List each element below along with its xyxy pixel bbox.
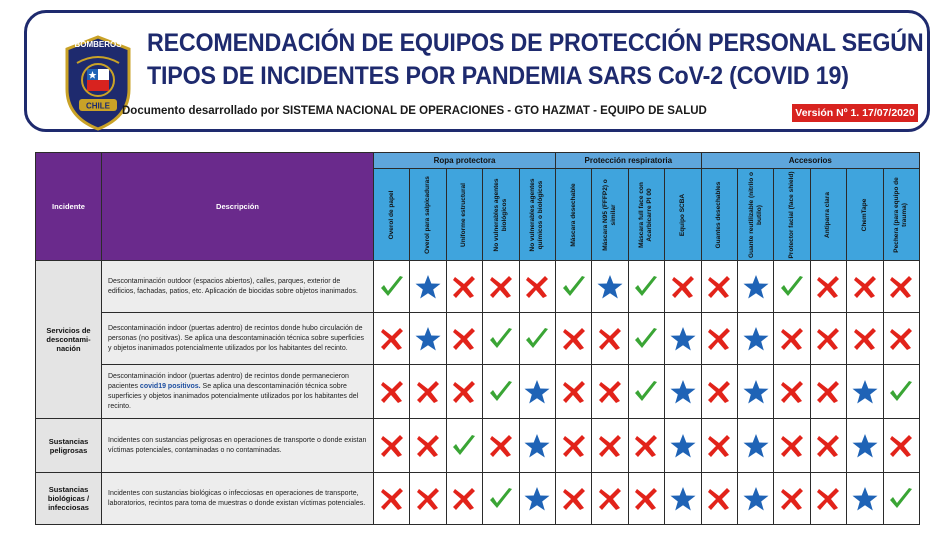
mark-cell: [556, 365, 592, 419]
cross-icon: [632, 485, 660, 513]
incident-label: Servicios de descontami-nación: [36, 261, 102, 419]
cross-icon: [414, 485, 442, 513]
cross-icon: [778, 485, 806, 513]
check-icon: [632, 273, 660, 301]
cross-icon: [705, 325, 733, 353]
column-header: [410, 169, 446, 261]
mark-cell: [556, 313, 592, 365]
group-proteccion-respiratoria: Protección respiratoria: [556, 153, 702, 169]
subtitle-prefix: Documento desarrollado por: [122, 105, 283, 117]
column-header-label: Overol para salpicaduras: [424, 175, 432, 254]
cross-icon: [814, 325, 842, 353]
check-icon: [487, 325, 515, 353]
cross-icon: [450, 273, 478, 301]
column-header-label: No vulnerables agentes biológicos: [492, 178, 508, 251]
check-icon: [778, 273, 806, 301]
mark-cell: [774, 313, 810, 365]
mark-cell: [701, 261, 737, 313]
table-row: [36, 365, 920, 419]
mark-cell: [665, 365, 701, 419]
mark-cell: [810, 473, 846, 525]
bomberos-chile-logo: [57, 33, 139, 133]
column-header: [374, 169, 410, 261]
mark-cell: [592, 261, 628, 313]
star-icon: [523, 378, 551, 406]
cross-icon: [814, 432, 842, 460]
check-icon: [887, 485, 915, 513]
mark-cell: [592, 473, 628, 525]
mark-cell: [774, 473, 810, 525]
mark-cell: [556, 473, 592, 525]
column-header: [592, 169, 628, 261]
check-icon: [378, 273, 406, 301]
description-text: Se aplica una descontaminación técnica sobre superficies y objetos inanimados potencialmente utilizados por los habitantes del recinto.: [108, 382, 359, 410]
column-header-label: Overol de papel: [387, 190, 395, 239]
cross-icon: [378, 325, 406, 353]
page-title: [147, 27, 924, 93]
check-icon: [560, 273, 588, 301]
table-row: [36, 473, 920, 525]
mark-cell: [738, 365, 774, 419]
check-icon: [523, 325, 551, 353]
mark-cell: [374, 473, 410, 525]
column-header: [847, 169, 883, 261]
star-icon: [414, 325, 442, 353]
mark-cell: [774, 261, 810, 313]
column-header-label: ChemTape: [860, 198, 868, 231]
mark-cell: [628, 365, 664, 419]
mark-cell: [519, 419, 555, 473]
mark-cell: [519, 261, 555, 313]
mark-cell: [556, 419, 592, 473]
cross-icon: [414, 378, 442, 406]
svg-text:CHILE: CHILE: [86, 101, 110, 111]
mark-cell: [446, 473, 482, 525]
mark-cell: [374, 313, 410, 365]
column-header-label: Máscara full face con Acarbicarre PI 00: [638, 181, 654, 248]
cross-icon: [560, 432, 588, 460]
cross-icon: [705, 273, 733, 301]
column-header: [774, 169, 810, 261]
header-description: Descripción: [102, 153, 374, 261]
star-icon: [742, 325, 770, 353]
table-row: [36, 419, 920, 473]
star-icon: [523, 485, 551, 513]
mark-cell: [592, 313, 628, 365]
mark-cell: [519, 365, 555, 419]
mark-cell: [810, 419, 846, 473]
mark-cell: [483, 419, 519, 473]
version-badge: Versión Nº 1. 17/07/2020: [792, 104, 918, 122]
mark-cell: [847, 261, 883, 313]
mark-cell: [774, 365, 810, 419]
mark-cell: [738, 261, 774, 313]
mark-cell: [374, 261, 410, 313]
cross-icon: [814, 378, 842, 406]
mark-cell: [847, 419, 883, 473]
mark-cell: [410, 419, 446, 473]
description-cell: [102, 365, 374, 419]
cross-icon: [487, 273, 515, 301]
mark-cell: [701, 313, 737, 365]
cross-icon: [414, 432, 442, 460]
mark-cell: [592, 365, 628, 419]
star-icon: [669, 325, 697, 353]
column-header-label: Equipo SCBA: [678, 193, 686, 236]
cross-icon: [887, 325, 915, 353]
mark-cell: [446, 313, 482, 365]
mark-cell: [592, 419, 628, 473]
incident-label: Sustancias peligrosas: [36, 419, 102, 473]
mark-cell: [374, 419, 410, 473]
star-icon: [742, 378, 770, 406]
cross-icon: [705, 485, 733, 513]
table-row: [36, 261, 920, 313]
mark-cell: [883, 473, 919, 525]
mark-cell: [847, 473, 883, 525]
mark-cell: [483, 365, 519, 419]
cross-icon: [378, 432, 406, 460]
mark-cell: [810, 365, 846, 419]
mark-cell: [519, 313, 555, 365]
cross-icon: [560, 325, 588, 353]
cross-icon: [851, 325, 879, 353]
table-row: [36, 313, 920, 365]
cross-icon: [523, 273, 551, 301]
column-header: [483, 169, 519, 261]
column-header: [628, 169, 664, 261]
mark-cell: [883, 365, 919, 419]
star-icon: [742, 273, 770, 301]
cross-icon: [378, 485, 406, 513]
cross-icon: [596, 432, 624, 460]
mark-cell: [410, 365, 446, 419]
cross-icon: [560, 485, 588, 513]
subtitle-org: SISTEMA NACIONAL DE OPERACIONES - GTO HAZMAT - EQUIPO DE SALUD: [282, 105, 707, 117]
cross-icon: [778, 325, 806, 353]
star-icon: [414, 273, 442, 301]
mark-cell: [556, 261, 592, 313]
column-header-label: Guantes desechables: [715, 181, 723, 248]
star-icon: [851, 378, 879, 406]
cross-icon: [378, 378, 406, 406]
cross-icon: [778, 432, 806, 460]
mark-cell: [628, 261, 664, 313]
check-icon: [487, 378, 515, 406]
mark-cell: [883, 261, 919, 313]
column-header: [883, 169, 919, 261]
mark-cell: [665, 313, 701, 365]
star-icon: [669, 432, 697, 460]
check-icon: [487, 485, 515, 513]
star-icon: [596, 273, 624, 301]
mark-cell: [701, 365, 737, 419]
mark-cell: [483, 261, 519, 313]
mark-cell: [701, 473, 737, 525]
mark-cell: [628, 473, 664, 525]
description-highlight: covid19 positivos.: [139, 382, 201, 390]
mark-cell: [738, 419, 774, 473]
mark-cell: [410, 473, 446, 525]
cross-icon: [487, 432, 515, 460]
cross-icon: [814, 273, 842, 301]
mark-cell: [410, 313, 446, 365]
column-header: [519, 169, 555, 261]
mark-cell: [374, 365, 410, 419]
column-header: [738, 169, 774, 261]
mark-cell: [738, 313, 774, 365]
mark-cell: [738, 473, 774, 525]
description-text: Descontaminación indoor (puertas adentro) de recintos donde permanecieron pacientes: [108, 372, 349, 390]
description-cell: Incidentes con sustancias biológicas o infecciosas en operaciones de transporte, laboratorios, recintos para toma de muestras o donde existan víctimas potenciales.: [102, 473, 374, 525]
mark-cell: [410, 261, 446, 313]
check-icon: [887, 378, 915, 406]
star-icon: [669, 378, 697, 406]
cross-icon: [851, 273, 879, 301]
star-icon: [851, 432, 879, 460]
mark-cell: [883, 419, 919, 473]
mark-cell: [628, 419, 664, 473]
svg-text:BOMBEROS: BOMBEROS: [74, 40, 122, 49]
group-ropa-protectora: Ropa protectora: [374, 153, 556, 169]
cross-icon: [596, 485, 624, 513]
column-header-label: Guante reutilizable (nitrilo o butilo): [747, 171, 763, 258]
mark-cell: [701, 419, 737, 473]
mark-cell: [810, 313, 846, 365]
column-header-label: No vulnerables agentes químicos o biológicos: [529, 178, 545, 251]
column-header: [701, 169, 737, 261]
cross-icon: [887, 273, 915, 301]
column-header-label: Pechera (para equipo de trauma): [893, 176, 909, 253]
cross-icon: [814, 485, 842, 513]
mark-cell: [665, 473, 701, 525]
mark-cell: [847, 313, 883, 365]
mark-cell: [810, 261, 846, 313]
title-line-1: RECOMENDACIÓN DE EQUIPOS DE PROTECCIÓN PERSONAL SEGÚN: [147, 29, 924, 57]
cross-icon: [450, 485, 478, 513]
subtitle: [122, 105, 707, 117]
group-accesorios: Accesorios: [701, 153, 919, 169]
star-icon: [669, 485, 697, 513]
description-cell: Descontaminación indoor (puertas adentro) de recintos donde hubo circulación de personas (no positivas). Se aplica una descontaminación técnica sobre superficies y objetos inanimados potencialmente utilizados por los habitantes del recinto.: [102, 313, 374, 365]
mark-cell: [628, 313, 664, 365]
description-cell: Incidentes con sustancias peligrosas en operaciones de transporte o donde existan víctimas potenciales, contaminadas o no contaminadas.: [102, 419, 374, 473]
cross-icon: [560, 378, 588, 406]
column-header-label: Uniforme estructural: [460, 182, 468, 247]
mark-cell: [446, 261, 482, 313]
mark-cell: [665, 419, 701, 473]
cross-icon: [596, 325, 624, 353]
mark-cell: [774, 419, 810, 473]
cross-icon: [778, 378, 806, 406]
mark-cell: [483, 313, 519, 365]
check-icon: [450, 432, 478, 460]
column-header-label: Máscara desechable: [569, 182, 577, 247]
cross-icon: [596, 378, 624, 406]
cross-icon: [632, 432, 660, 460]
column-header: [556, 169, 592, 261]
star-icon: [742, 432, 770, 460]
description-cell: Descontaminación outdoor (espacios abiertos), calles, parques, exterior de edificios, fachadas, patios, etc. Aplicación de biocidas sobre objetos inanimados.: [102, 261, 374, 313]
column-header-label: Protector facial (face shield): [788, 170, 796, 259]
mark-cell: [883, 313, 919, 365]
mark-cell: [446, 419, 482, 473]
mark-cell: [665, 261, 701, 313]
incident-label: Sustancias biológicas / infecciosas: [36, 473, 102, 525]
ppe-matrix-table: [35, 152, 920, 525]
cross-icon: [705, 432, 733, 460]
column-header: [810, 169, 846, 261]
cross-icon: [450, 325, 478, 353]
column-header-label: Antiparra clara: [824, 191, 832, 238]
cross-icon: [705, 378, 733, 406]
cross-icon: [887, 432, 915, 460]
column-header-label: Máscara N95 (FFFP2) o similar: [602, 178, 618, 251]
cross-icon: [450, 378, 478, 406]
title-line-2: TIPOS DE INCIDENTES POR PANDEMIA SARS CoV-2 (COVID 19): [147, 62, 849, 90]
column-header: [446, 169, 482, 261]
mark-cell: [446, 365, 482, 419]
mark-cell: [847, 365, 883, 419]
check-icon: [632, 325, 660, 353]
check-icon: [632, 378, 660, 406]
star-icon: [851, 485, 879, 513]
mark-cell: [483, 473, 519, 525]
cross-icon: [669, 273, 697, 301]
star-icon: [742, 485, 770, 513]
star-icon: [523, 432, 551, 460]
mark-cell: [519, 473, 555, 525]
header-incident: Incidente: [36, 153, 102, 261]
column-header: [665, 169, 701, 261]
